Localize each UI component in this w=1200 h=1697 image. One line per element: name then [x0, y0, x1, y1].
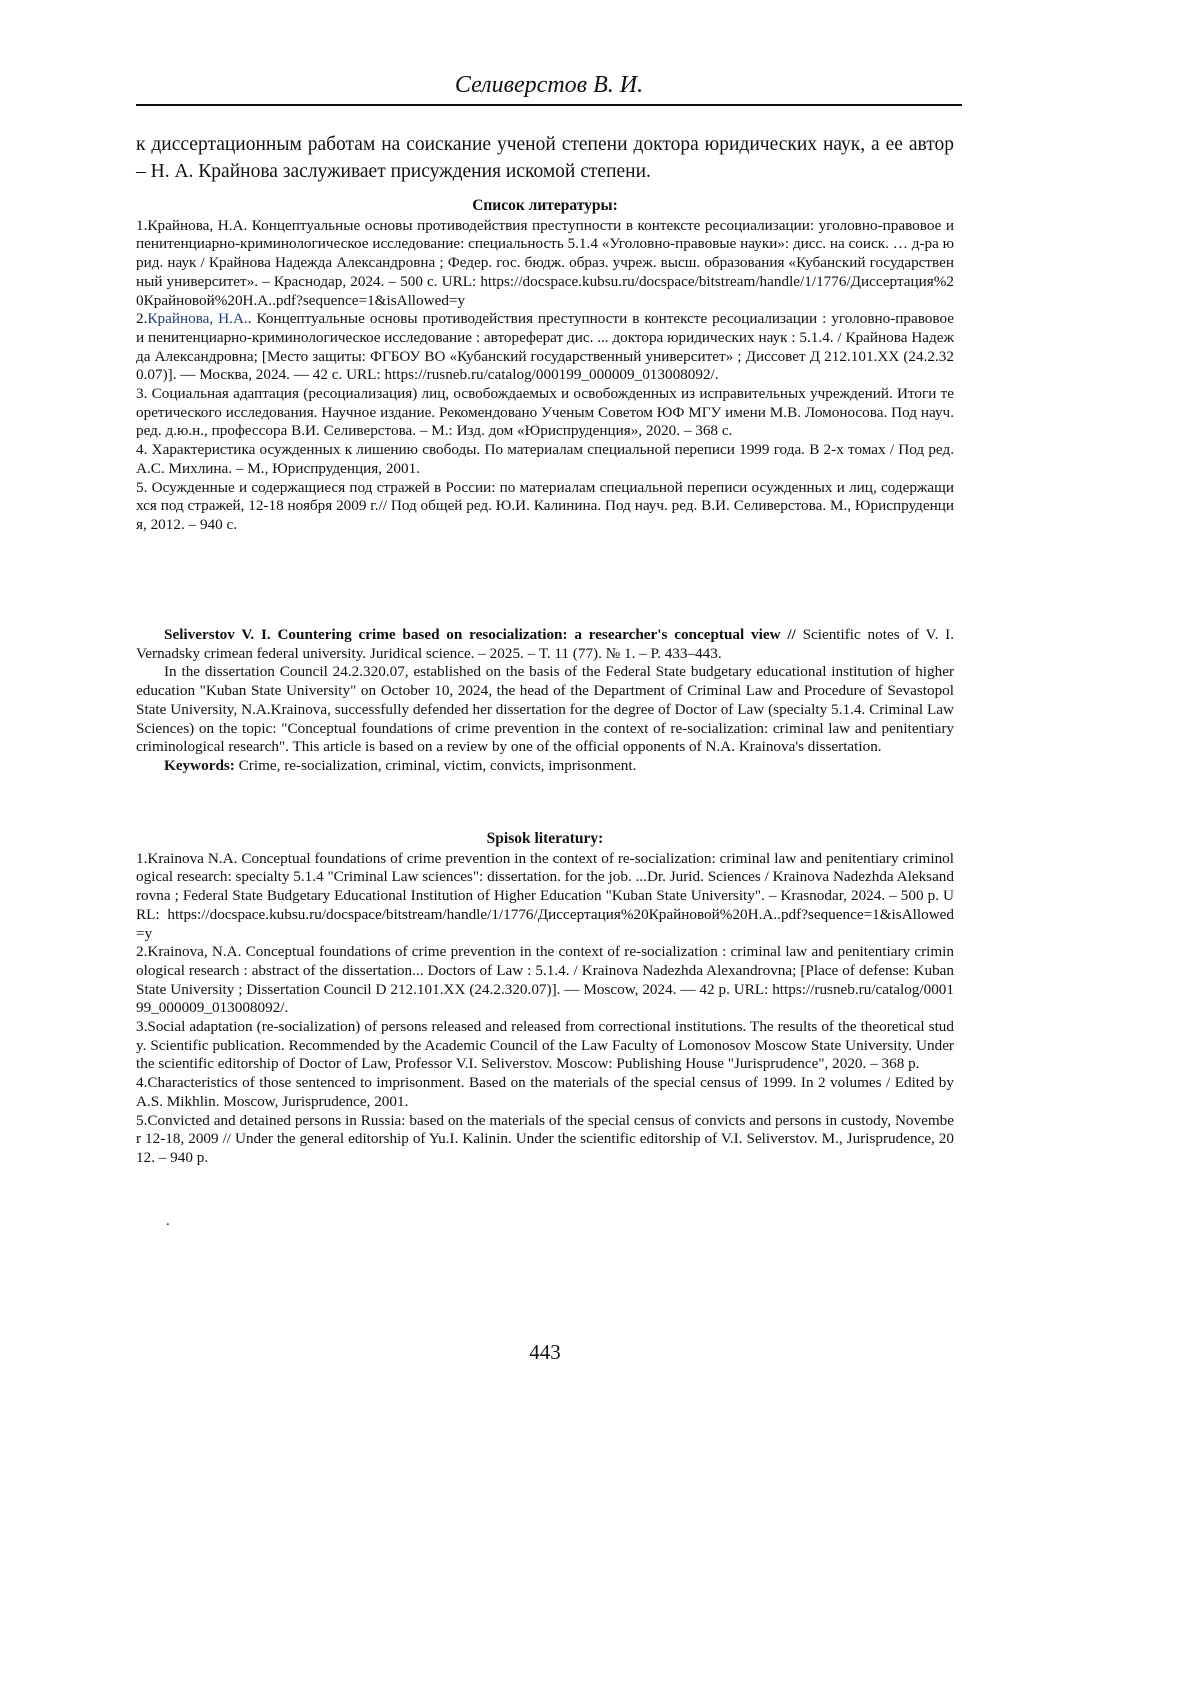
english-abstract — [136, 626, 954, 776]
reference-en-1: 1.Krainova N.A. Conceptual foundations of crime prevention in the context of re-socialization: criminal law and penitentiary criminological research: specialty 5.1.4 "Criminal Law sciences": dissertation. for the job. ...Dr. Jurid. Sciences / Krainova Nadezhda Aleksandrovna ; Federal State Budgetary Educational Institution of Higher Education "Kuban State University". – Krasnodar, 2024. – 500 p. URL: https://docspace.kubsu.ru/docspace/bitstream/handle/1/1776/Диссертация%20Крайновой%20Н.А..pdf?sequence=1&isAllowed=y — [136, 849, 954, 942]
trailing-mark: . — [166, 1213, 170, 1229]
reference-en-5: 5.Convicted and detained persons in Russia: based on the materials of the special census of convicts and persons in custody, November 12-18, 2009 // Under the general editorship of Yu.I. Kalinin. Under the scientific editorship of V.I. Seliverstov. M., Jurisprudence, 2012. – 940 p. — [136, 1111, 954, 1166]
abstract-citation-rest: Scientific notes of V. I. Vernadsky crimean federal university. Juridical science. – 2025. – Т. 11 (77). № 1. – Р. 433–443. — [136, 626, 955, 662]
reference-ru-4: 4. Характеристика осужденных к лишению свободы. По материалам специальной переписи 1999 года. В 2-х томах / Под ред. А.С. Михлина. – М., Юриспруденция, 2001. — [136, 441, 954, 477]
references-ru — [136, 197, 954, 535]
header-rule — [136, 104, 962, 106]
reference-ru-2-author-link[interactable]: Крайнова, Н.А. — [147, 310, 248, 328]
reference-ru-5: 5. Осужденные и содержащиеся под стражей в России: по материалам специальной переписи осужденных и лиц, содержащихся под стражей, 12-18 ноября 2009 г.// Под общей ред. Ю.И. Калинина. Под науч. ред. В.И. Селиверстова. М., Юриспруденция, 2012. – 940 с. — [136, 478, 954, 533]
keywords-text: Crime, re-socialization, criminal, victim, convicts, imprisonment. — [234, 756, 637, 774]
reference-ru-2-text: . Концептуальные основы противодействия преступности в контексте ресоциализации : уголовно-правовое и пенитенциарно-криминологическое исследование : автореферат дис. ... доктора юридических наук : 5.1.4. / Крайнова Надежда Александровна; [Место защиты: ФГБОУ ВО «Кубанский государственный университет» ; Диссовет Д 212.101.XX (24.2.320.07)]. — Москва, 2024. — 42 с. URL: https://rusneb.ru/catalog/000199_000009_013008092/. — [136, 310, 954, 384]
intro-text: к диссертационным работам на соискание ученой степени доктора юридических наук, а ее автор – Н. А. Крайнова заслуживает присуждения искомой степени. — [136, 134, 954, 182]
abstract-body: In the dissertation Council 24.2.320.07, established on the basis of the Federal State budgetary educational institution of higher education "Kuban State University" on October 10, 2024, the head of the Department of Criminal Law and Procedure of Sevastopol State University, N.A.Krainova, successfully defended her dissertation for the degree of Doctor of Law (specialty 5.1.4. Criminal Law Sciences) on the topic: "Conceptual foundations of crime prevention in the context of re-socialization: criminal law and penitentiary criminological research". This article is based on a review by one of the official opponents of N.A. Krainova's dissertation. — [136, 663, 954, 756]
page-number: 443 — [529, 1340, 561, 1364]
intro-paragraph — [136, 131, 954, 185]
reference-en-3: 3.Social adaptation (re-socialization) of persons released and released from correctional institutions. The results of the theoretical study. Scientific publication. Recommended by the Academic Council of the Law Faculty of Lomonosov Moscow State University. Under the scientific editorship of Doctor of Law, Professor V.I. Seliverstov. Moscow: Publishing House "Jurisprudence", 2020. – 368 p. — [136, 1018, 954, 1073]
references-en — [136, 830, 954, 1168]
reference-ru-1: 1.Крайнова, Н.А. Концептуальные основы противодействия преступности в контексте ресоциализации: уголовно-правовое и пенитенциарно-криминологическое исследование: специальность 5.1.4 «Уголовно-правовые науки»: дисс. на соиск. … д-ра юрид. наук / Крайнова Надежда Александровна ; Федер. гос. бюдж. образ. учреж. высш. образования «Кубанский государственный университет». – Краснодар, 2024. – 500 с. URL: https://docspace.kubsu.ru/docspace/bitstream/handle/1/1776/Диссертация%20Крайновой%20Н.А..pdf?sequence=1&isAllowed=y — [136, 216, 954, 309]
reference-ru-2-prefix: 2. — [136, 310, 148, 328]
reference-ru-3: 3. Социальная адаптация (ресоциализация) лиц, освобождаемых и освобожденных из исправительных учреждений. Итоги теоретического исследования. Научное издание. Рекомендовано Ученым Советом ЮФ МГУ имени М.В. Ломоносова. Под науч. ред. д.ю.н., профессора В.И. Селиверстова. – М.: Изд. дом «Юриспруденция», 2020. – 368 с. — [136, 385, 954, 440]
running-head: Селиверстов В. И. — [454, 72, 644, 98]
abstract-citation-bold: Seliverstov V. I. Countering crime based on resocialization: a researcher's conceptual view // — [164, 626, 796, 643]
reference-ru-2 — [136, 310, 954, 385]
references-ru-title: Список литературы: — [472, 197, 618, 214]
abstract-citation — [136, 626, 954, 663]
abstract-keywords — [136, 757, 954, 776]
reference-en-4: 4.Characteristics of those sentenced to imprisonment. Based on the materials of the special census of 1999. In 2 volumes / Edited by A.S. Mikhlin. Moscow, Jurisprudence, 2001. — [136, 1074, 954, 1110]
reference-en-2: 2.Krainova, N.A. Conceptual foundations of crime prevention in the context of re-socialization : criminal law and penitentiary criminological research : abstract of the dissertation... Doctors of Law : 5.1.4. / Krainova Nadezhda Alexandrovna; [Place of defense: Kuban State University ; Dissertation Council D 212.101.XX (24.2.320.07)]. — Moscow, 2024. — 42 p. URL: https://rusneb.ru/catalog/000199_000009_013008092/. — [136, 943, 954, 1017]
references-en-title: Spisok literatury: — [486, 830, 604, 847]
keywords-label: Keywords: — [164, 756, 235, 774]
